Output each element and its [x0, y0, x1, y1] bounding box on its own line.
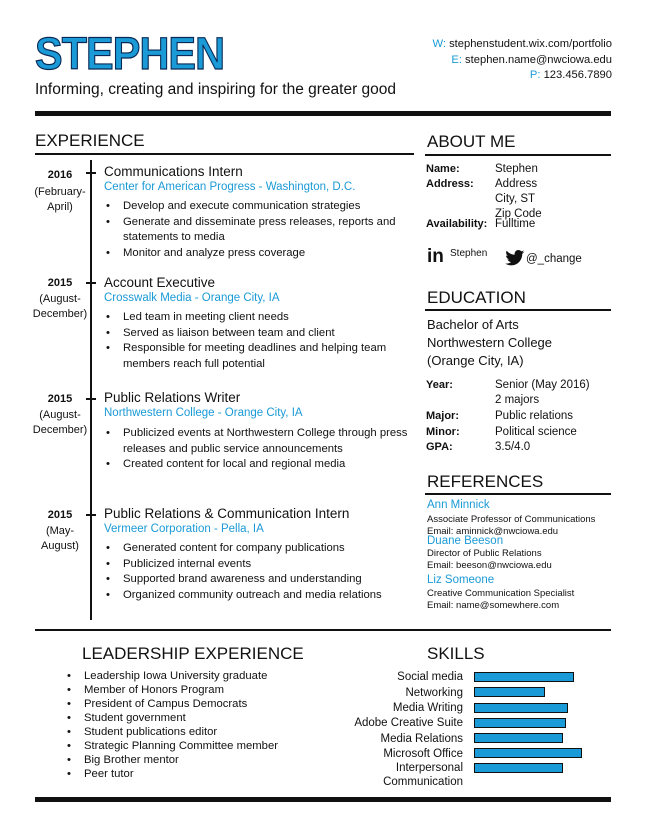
skill-bar: [474, 672, 574, 682]
header-divider: [35, 111, 611, 116]
education-school: Northwestern College: [427, 335, 553, 350]
job-date-range-line: April): [47, 201, 73, 213]
job-date-range: [32, 185, 88, 215]
job-organization: Center for American Progress - Washington, D.C.: [104, 181, 356, 193]
about-availability-value: Fulltime: [495, 218, 536, 230]
leadership-item: • Peer tutor: [65, 767, 365, 781]
footer-divider: [35, 797, 611, 802]
job-year: 2016: [47, 169, 73, 181]
leadership-item: • Big Brother mentor: [65, 753, 365, 767]
leadership-list: [65, 669, 365, 781]
job-title: Public Relations & Communication Intern: [104, 506, 350, 521]
about-availability-label: Availability:: [426, 218, 488, 230]
job-bullets: [104, 541, 414, 603]
job-title: Communications Intern: [104, 164, 243, 179]
skill-label: Adobe Creative Suite: [354, 717, 463, 729]
job-organization: Northwestern College - Orange City, IA: [104, 407, 303, 419]
job-bullets: [104, 199, 414, 261]
job-title: Account Executive: [104, 275, 216, 290]
skill-bar: [474, 748, 582, 758]
leadership-item: • Student government: [65, 711, 365, 725]
leadership-title: LEADERSHIP EXPERIENCE: [82, 644, 304, 663]
education-degree: Bachelor of Arts: [427, 317, 519, 332]
job-bullet: • Publicized events at Northwestern College through press releases and public service announcements: [104, 426, 414, 457]
bottom-divider: [35, 629, 611, 631]
skill-label: Media Writing: [392, 702, 463, 714]
education-title: EDUCATION: [427, 288, 526, 307]
twitter-bird-icon[interactable]: [505, 250, 525, 266]
education-year-line: Senior (May 2016): [495, 379, 590, 391]
education-year-line: 2 majors: [495, 394, 540, 406]
job-bullet: • Created content for local and regional media: [104, 457, 414, 473]
address-line: Zip Code: [495, 208, 542, 220]
timeline-tick: [86, 514, 96, 516]
skill-label: Social media: [397, 671, 463, 683]
job-year: 2015: [47, 509, 73, 521]
job-bullet: • Publicized internal events: [104, 557, 414, 573]
contact-phone-label: P:: [529, 69, 541, 81]
education-year-value: [495, 378, 590, 408]
timeline-tick: [86, 282, 96, 284]
education-gpa-label: GPA:: [426, 441, 453, 453]
leadership-item: • President of Campus Democrats: [65, 697, 365, 711]
twitter-handle[interactable]: @_change: [526, 253, 582, 265]
leadership-item: • Strategic Planning Committee member: [65, 739, 365, 753]
leadership-item: • Leadership Iowa University graduate: [65, 669, 365, 683]
reference-role: Director of Public Relations: [427, 548, 542, 559]
job-bullet: • Led team in meeting client needs: [104, 310, 414, 326]
timeline-tick: [86, 398, 96, 400]
job-date-range: [32, 408, 88, 438]
timeline-tick: [86, 172, 96, 174]
about-divider: [425, 154, 611, 156]
about-name-label: Name:: [426, 163, 460, 175]
job-bullet: • Supported brand awareness and understanding: [104, 572, 414, 588]
job-bullets: [104, 310, 414, 372]
skill-label: Networking: [405, 687, 463, 699]
skill-bar: [474, 718, 566, 728]
education-location: (Orange City, IA): [427, 353, 524, 368]
experience-divider: [35, 153, 414, 155]
contact-phone: [530, 69, 612, 81]
skill-bar: [474, 703, 568, 713]
education-year-label: Year:: [426, 379, 453, 391]
address-line: City, ST: [495, 193, 536, 205]
job-date-range: [32, 292, 88, 322]
job-date-range-line: December): [32, 424, 88, 436]
contact-phone-value: 123.456.7890: [543, 69, 612, 81]
job-date-range-line: (August-: [39, 293, 81, 305]
references-title: REFERENCES: [427, 472, 544, 491]
about-address-label: Address:: [426, 178, 474, 190]
job-organization: Crosswalk Media - Orange City, IA: [104, 292, 280, 304]
address-line: Address: [495, 178, 538, 190]
contact-website: [432, 38, 612, 50]
linkedin-icon[interactable]: in: [427, 246, 444, 267]
job-date-range: [32, 524, 88, 554]
skill-label: Media Relations: [380, 733, 463, 745]
job-bullets: [104, 426, 414, 473]
education-major-value: Public relations: [495, 410, 573, 422]
resume-name: STEPHEN: [35, 28, 225, 79]
job-bullet: • Responsible for meeting deadlines and helping team members reach full potential: [104, 341, 414, 372]
job-date-range-line: (May-: [45, 525, 75, 537]
job-year: 2015: [47, 277, 73, 289]
skill-bar: [474, 763, 563, 773]
leadership-item: • Student publications editor: [65, 725, 365, 739]
reference-email[interactable]: Email: name@somewhere.com: [427, 600, 560, 611]
experience-title: EXPERIENCE: [35, 131, 145, 150]
job-organization: Vermeer Corporation - Pella, IA: [104, 523, 264, 535]
job-bullet: • Generated content for company publications: [104, 541, 414, 557]
contact-email-label: E:: [451, 54, 462, 66]
skill-label: Microsoft Office: [383, 748, 463, 760]
skills-title: SKILLS: [427, 644, 485, 663]
contact-email-value[interactable]: stephen.name@nwciowa.edu: [465, 54, 612, 66]
reference-role: Creative Communication Specialist: [427, 588, 575, 599]
tagline: Informing, creating and inspiring for the greater good: [35, 81, 397, 98]
skill-label: Interpersonal Communication: [383, 762, 463, 788]
reference-name: Ann Minnick: [427, 499, 490, 511]
job-date-range-line: (February-: [34, 186, 86, 198]
education-major-label: Major:: [426, 410, 459, 422]
education-gpa-value: 3.5/4.0: [495, 441, 531, 453]
about-title: ABOUT ME: [427, 132, 516, 151]
reference-name: Duane Beeson: [427, 535, 504, 547]
skill-bar: [474, 687, 545, 697]
reference-email[interactable]: Email: aminnick@nwciowa.edu: [427, 526, 559, 537]
job-year: 2015: [47, 393, 73, 405]
job-date-range-line: December): [32, 308, 88, 320]
leadership-item: • Member of Honors Program: [65, 683, 365, 697]
job-bullet: • Monitor and analyze press coverage: [104, 246, 414, 262]
job-date-range-line: August): [41, 540, 79, 552]
education-divider: [425, 309, 611, 311]
job-bullet: • Generate and disseminate press releases, reports and statements to media: [104, 215, 414, 246]
job-bullet: • Organized community outreach and media relations: [104, 588, 414, 604]
contact-website-label: W:: [432, 38, 446, 50]
education-minor-value: Political science: [495, 426, 577, 438]
job-bullet: • Served as liaison between team and client: [104, 326, 414, 342]
contact-website-value[interactable]: stephenstudent.wix.com/portfolio: [449, 38, 612, 50]
job-title: Public Relations Writer: [104, 390, 241, 405]
job-date-range-line: (August-: [39, 409, 81, 421]
education-minor-label: Minor:: [426, 426, 460, 438]
education-degree-block: [427, 316, 552, 370]
reference-name: Liz Someone: [427, 574, 495, 586]
reference-email[interactable]: Email: beeson@nwciowa.edu: [427, 560, 552, 571]
references-divider: [425, 493, 611, 495]
about-name-value: Stephen: [495, 163, 538, 175]
contact-email: [451, 54, 612, 66]
job-bullet: • Develop and execute communication strategies: [104, 199, 414, 215]
about-address-value: [495, 177, 542, 222]
experience-timeline: [90, 160, 92, 620]
reference-role: Associate Professor of Communications: [427, 514, 596, 525]
skill-bar: [474, 733, 563, 743]
linkedin-name[interactable]: Stephen: [450, 248, 488, 259]
